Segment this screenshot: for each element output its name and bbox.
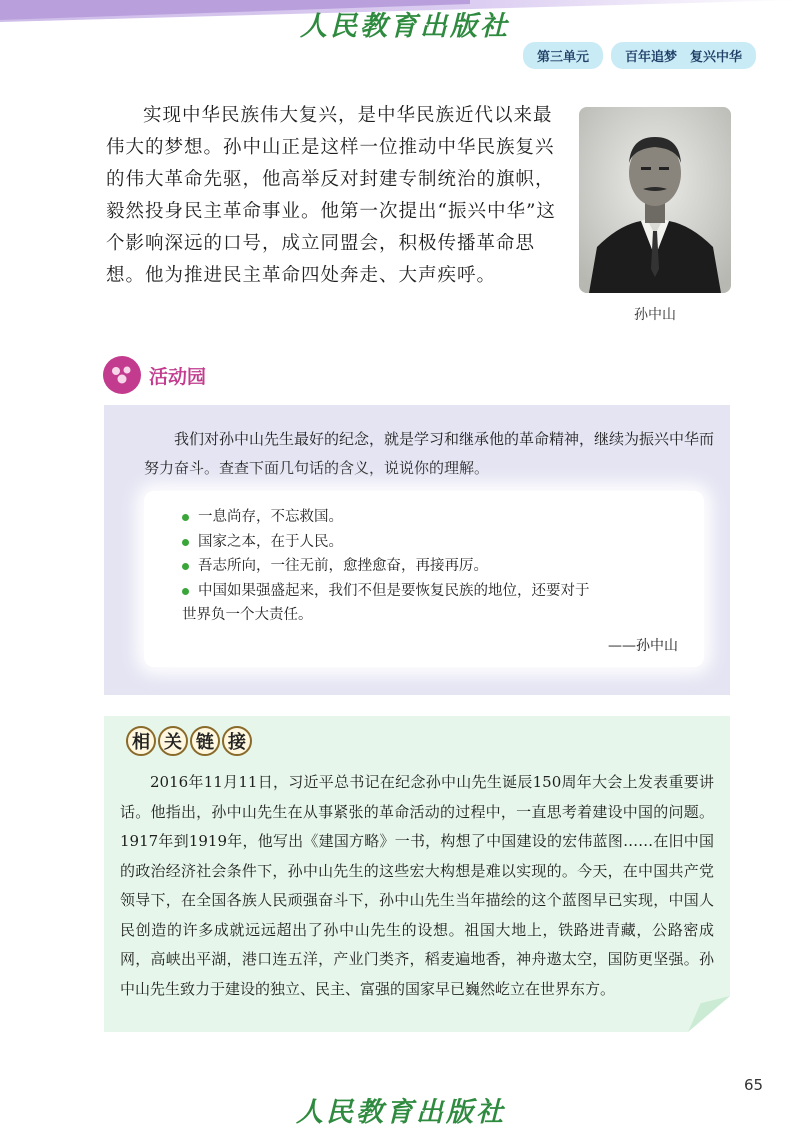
page-number: 65 xyxy=(744,1076,764,1094)
activity-instructions: 我们对孙中山先生最好的纪念，就是学习和继承他的革命精神，继续为振兴中华而努力奋斗。查查下面几句话的含义，说说你的理解。 xyxy=(144,430,715,477)
activity-box xyxy=(104,405,730,695)
portrait-caption: 孙中山 xyxy=(634,307,676,323)
quote-item: 中国如果强盛起来，我们不但是要恢复民族的地位，还要对于 世界负一个大责任。 xyxy=(182,582,590,623)
title-char: 关 xyxy=(158,726,188,756)
hands-icon xyxy=(103,356,141,394)
quote-item: 一息尚存，不忘救国。 xyxy=(198,505,688,530)
activity-title: 活动园 xyxy=(149,365,207,388)
related-link-title xyxy=(126,726,252,756)
activity-header xyxy=(103,356,206,394)
quote-item: 吾志所向，一往无前，愈挫愈奋，再接再厉。 xyxy=(198,554,688,579)
title-char: 接 xyxy=(222,726,252,756)
unit-tags xyxy=(523,42,756,69)
quote-card xyxy=(144,491,704,667)
portrait-image xyxy=(579,107,731,293)
bullet-icon xyxy=(182,588,189,595)
portrait-photo xyxy=(579,107,731,293)
bullet-icon xyxy=(182,514,189,521)
publisher-logo-top: 人民教育出版社 xyxy=(300,11,510,42)
unit-tag: 第三单元 xyxy=(523,42,603,69)
title-char: 链 xyxy=(190,726,220,756)
bullet-icon xyxy=(182,563,189,570)
quote-list xyxy=(182,505,688,628)
bullet-icon xyxy=(182,539,189,546)
intro-paragraph: 实现中华民族伟大复兴，是中华民族近代以来最伟大的梦想。孙中山正是这样一位推动中华民族复兴的伟大革命先驱，他高举反对封建专制统治的旗帜，毅然投身民主革命事业。他第一次提出“振兴中华”这个影响深远的口号，成立同盟会，积极传播革命思想。他为推进民主革命四处奔走、大声疾呼。 xyxy=(106,105,556,286)
unit-theme-tag: 百年追梦 复兴中华 xyxy=(611,42,756,69)
title-char: 相 xyxy=(126,726,156,756)
publisher-logo-bottom: 人民教育出版社 xyxy=(296,1097,506,1128)
quote-attribution: ——孙中山 xyxy=(608,638,678,654)
related-link-text: 2016年11月11日，习近平总书记在纪念孙中山先生诞辰150周年大会上发表重要讲话。他指出，孙中山先生在从事紧张的革命活动的过程中，一直思考着建设中国的问题。1917年到1919年，他写出《建国方略》一书，构想了中国建设的宏伟蓝图……在旧中国的政治经济社会条件下，孙中山先生的这些宏大构想是难以实现的。今天，在中国共产党领导下，在全国各族人民顽强奋斗下，孙中山先生当年描绘的这个蓝图早已实现，中国人民创造的许多成就远远超出了孙中山先生的设想。祖国大地上，铁路进青藏，公路密成网，高峡出平湖，港口连五洋，产业门类齐，稻麦遍地香，神舟遨太空，国防更坚强。孙中山先生致力于建设的独立、民主、富强的国家早已巍然屹立在世界东方。 xyxy=(120,773,714,998)
quote-item: 国家之本，在于人民。 xyxy=(198,530,688,555)
